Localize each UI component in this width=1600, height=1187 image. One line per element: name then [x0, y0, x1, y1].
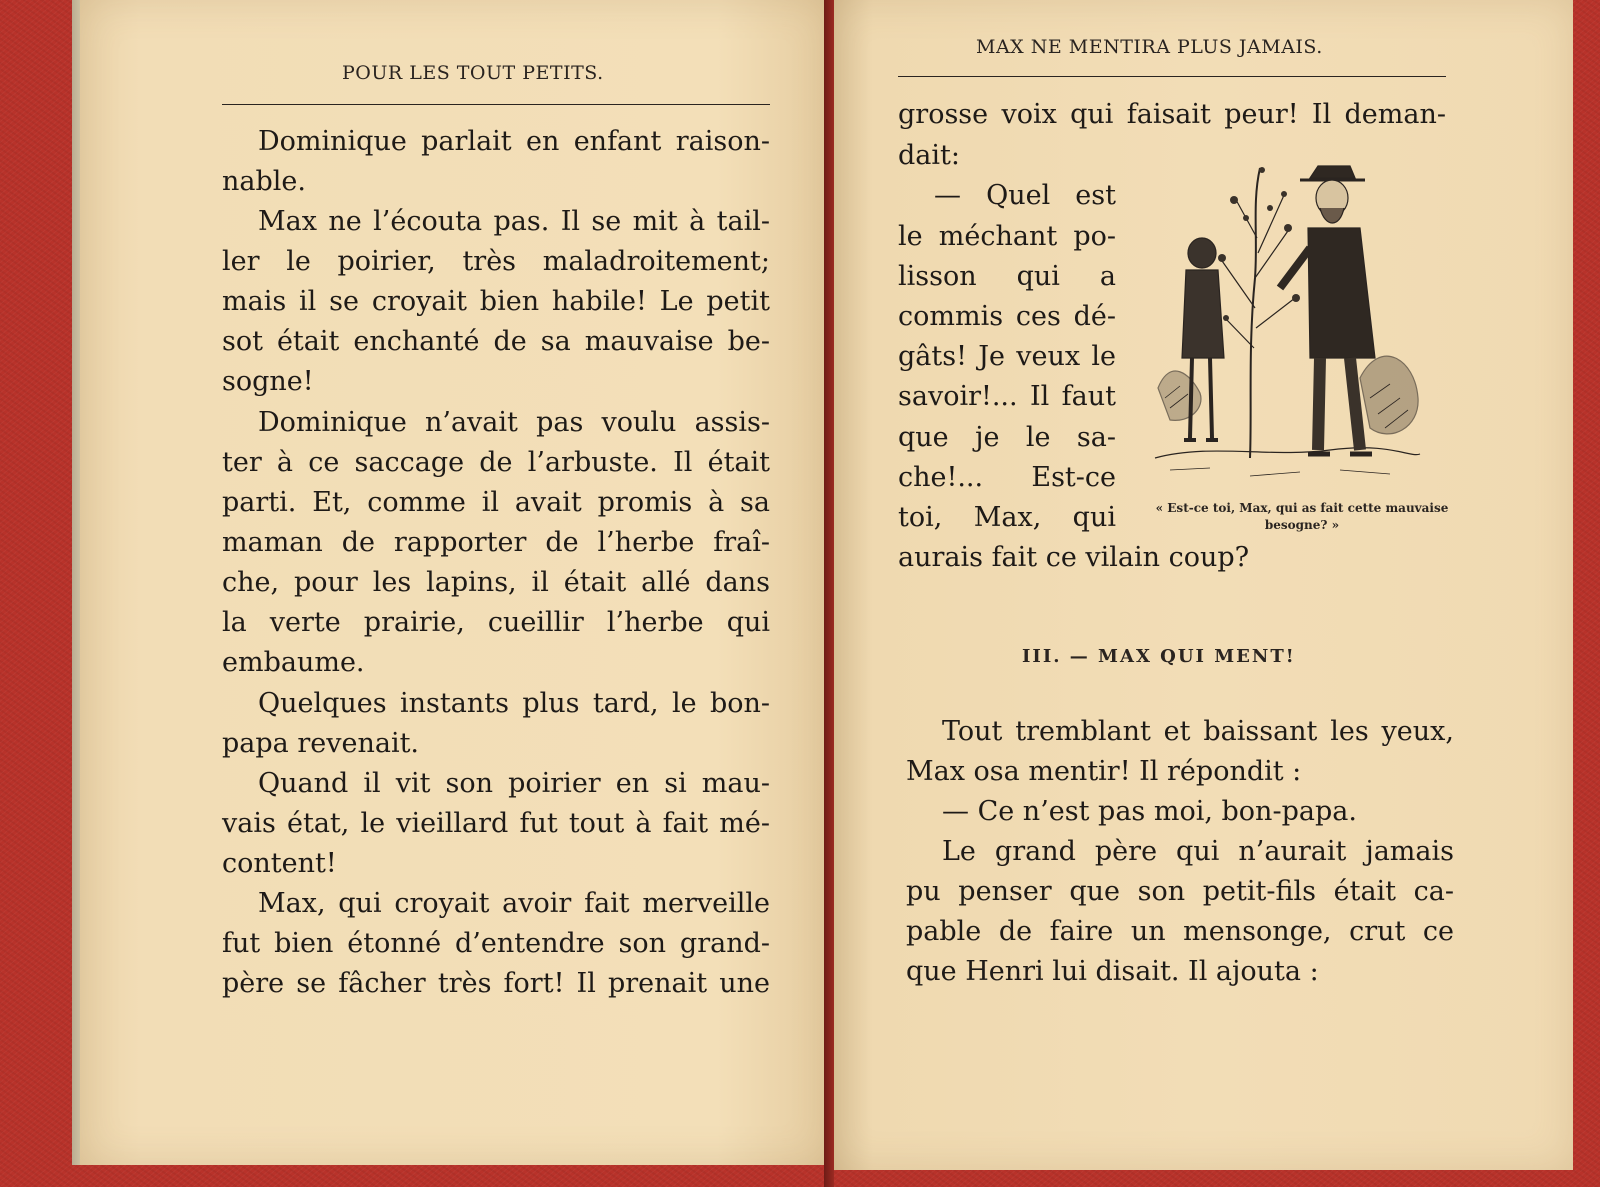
text-line: — Quel est: [934, 180, 1116, 211]
figure-caption: [1146, 500, 1458, 534]
text-line: parti. Et, comme il avait promis à sa: [222, 487, 770, 518]
text-line: pu penser que son petit-fils était ca-: [906, 876, 1454, 907]
caption-line: besogne? »: [1264, 518, 1340, 532]
text-line: papa revenait.: [222, 728, 420, 759]
text-line: Max ne l’écouta pas. Il se mit à tail-: [258, 206, 770, 237]
text-line: que Henri lui disait. Il ajouta :: [906, 956, 1319, 987]
text-line: grosse voix qui faisait peur! Il deman-: [898, 99, 1446, 130]
section-heading: III. — MAX QUI MENT!: [1022, 646, 1296, 667]
text-line: Le grand père qui n’aurait jamais: [942, 836, 1454, 867]
text-line: content!: [222, 848, 337, 879]
text-line: nable.: [222, 166, 306, 197]
left-running-head: POUR LES TOUT PETITS.: [342, 62, 604, 84]
text-line: dait:: [898, 140, 960, 171]
text-line: aurais fait ce vilain coup?: [898, 542, 1250, 573]
engraving-illustration: [1150, 158, 1425, 503]
text-line: che, pour les lapins, il était allé dans: [222, 567, 770, 598]
text-line: Dominique parlait en enfant raison-: [258, 126, 770, 157]
text-line: le méchant po-: [898, 221, 1116, 252]
text-line: vais état, le vieillard fut tout à fait mé-: [222, 808, 770, 839]
text-line: Max, qui croyait avoir fait merveille: [258, 888, 770, 919]
caption-line: « Est-ce toi, Max, qui as fait cette mauvaise: [1155, 501, 1449, 515]
book-gutter: [824, 0, 834, 1187]
text-line: sogne!: [222, 366, 314, 397]
text-line: Quand il vit son poirier en si mau-: [258, 768, 770, 799]
text-line: che!... Est-ce: [898, 462, 1116, 493]
text-line: fut bien étonné d’entendre son grand-: [222, 928, 770, 959]
text-line: toi, Max, qui: [898, 502, 1116, 533]
text-line: savoir!... Il faut: [898, 381, 1116, 412]
text-line: commis ces dé-: [898, 301, 1116, 332]
text-line: lisson qui a: [898, 261, 1116, 292]
left-header-rule: [222, 104, 770, 105]
right-header-rule: [898, 76, 1446, 77]
text-line: sot était enchanté de sa mauvaise be-: [222, 326, 770, 357]
text-line: — Ce n’est pas moi, bon-papa.: [942, 796, 1357, 827]
text-line: Quelques instants plus tard, le bon-: [258, 688, 770, 719]
text-line: que je le sa-: [898, 422, 1116, 453]
text-line: mais il se croyait bien habile! Le petit: [222, 286, 770, 317]
text-line: Dominique n’avait pas voulu assis-: [258, 407, 770, 438]
text-line: ler le poirier, très maladroitement;: [222, 246, 770, 277]
text-line: gâts! Je veux le: [898, 341, 1116, 372]
right-running-head: MAX NE MENTIRA PLUS JAMAIS.: [976, 36, 1323, 58]
text-line: Max osa mentir! Il répondit :: [906, 756, 1302, 787]
text-line: père se fâcher très fort! Il prenait une: [222, 968, 770, 999]
text-line: embaume.: [222, 647, 365, 678]
text-line: maman de rapporter de l’herbe fraî-: [222, 527, 770, 558]
text-line: Tout tremblant et baissant les yeux,: [942, 716, 1454, 747]
text-line: ter à ce saccage de l’arbuste. Il était: [222, 447, 770, 478]
text-line: la verte prairie, cueillir l’herbe qui: [222, 607, 770, 638]
text-line: pable de faire un mensonge, crut ce: [906, 916, 1454, 947]
